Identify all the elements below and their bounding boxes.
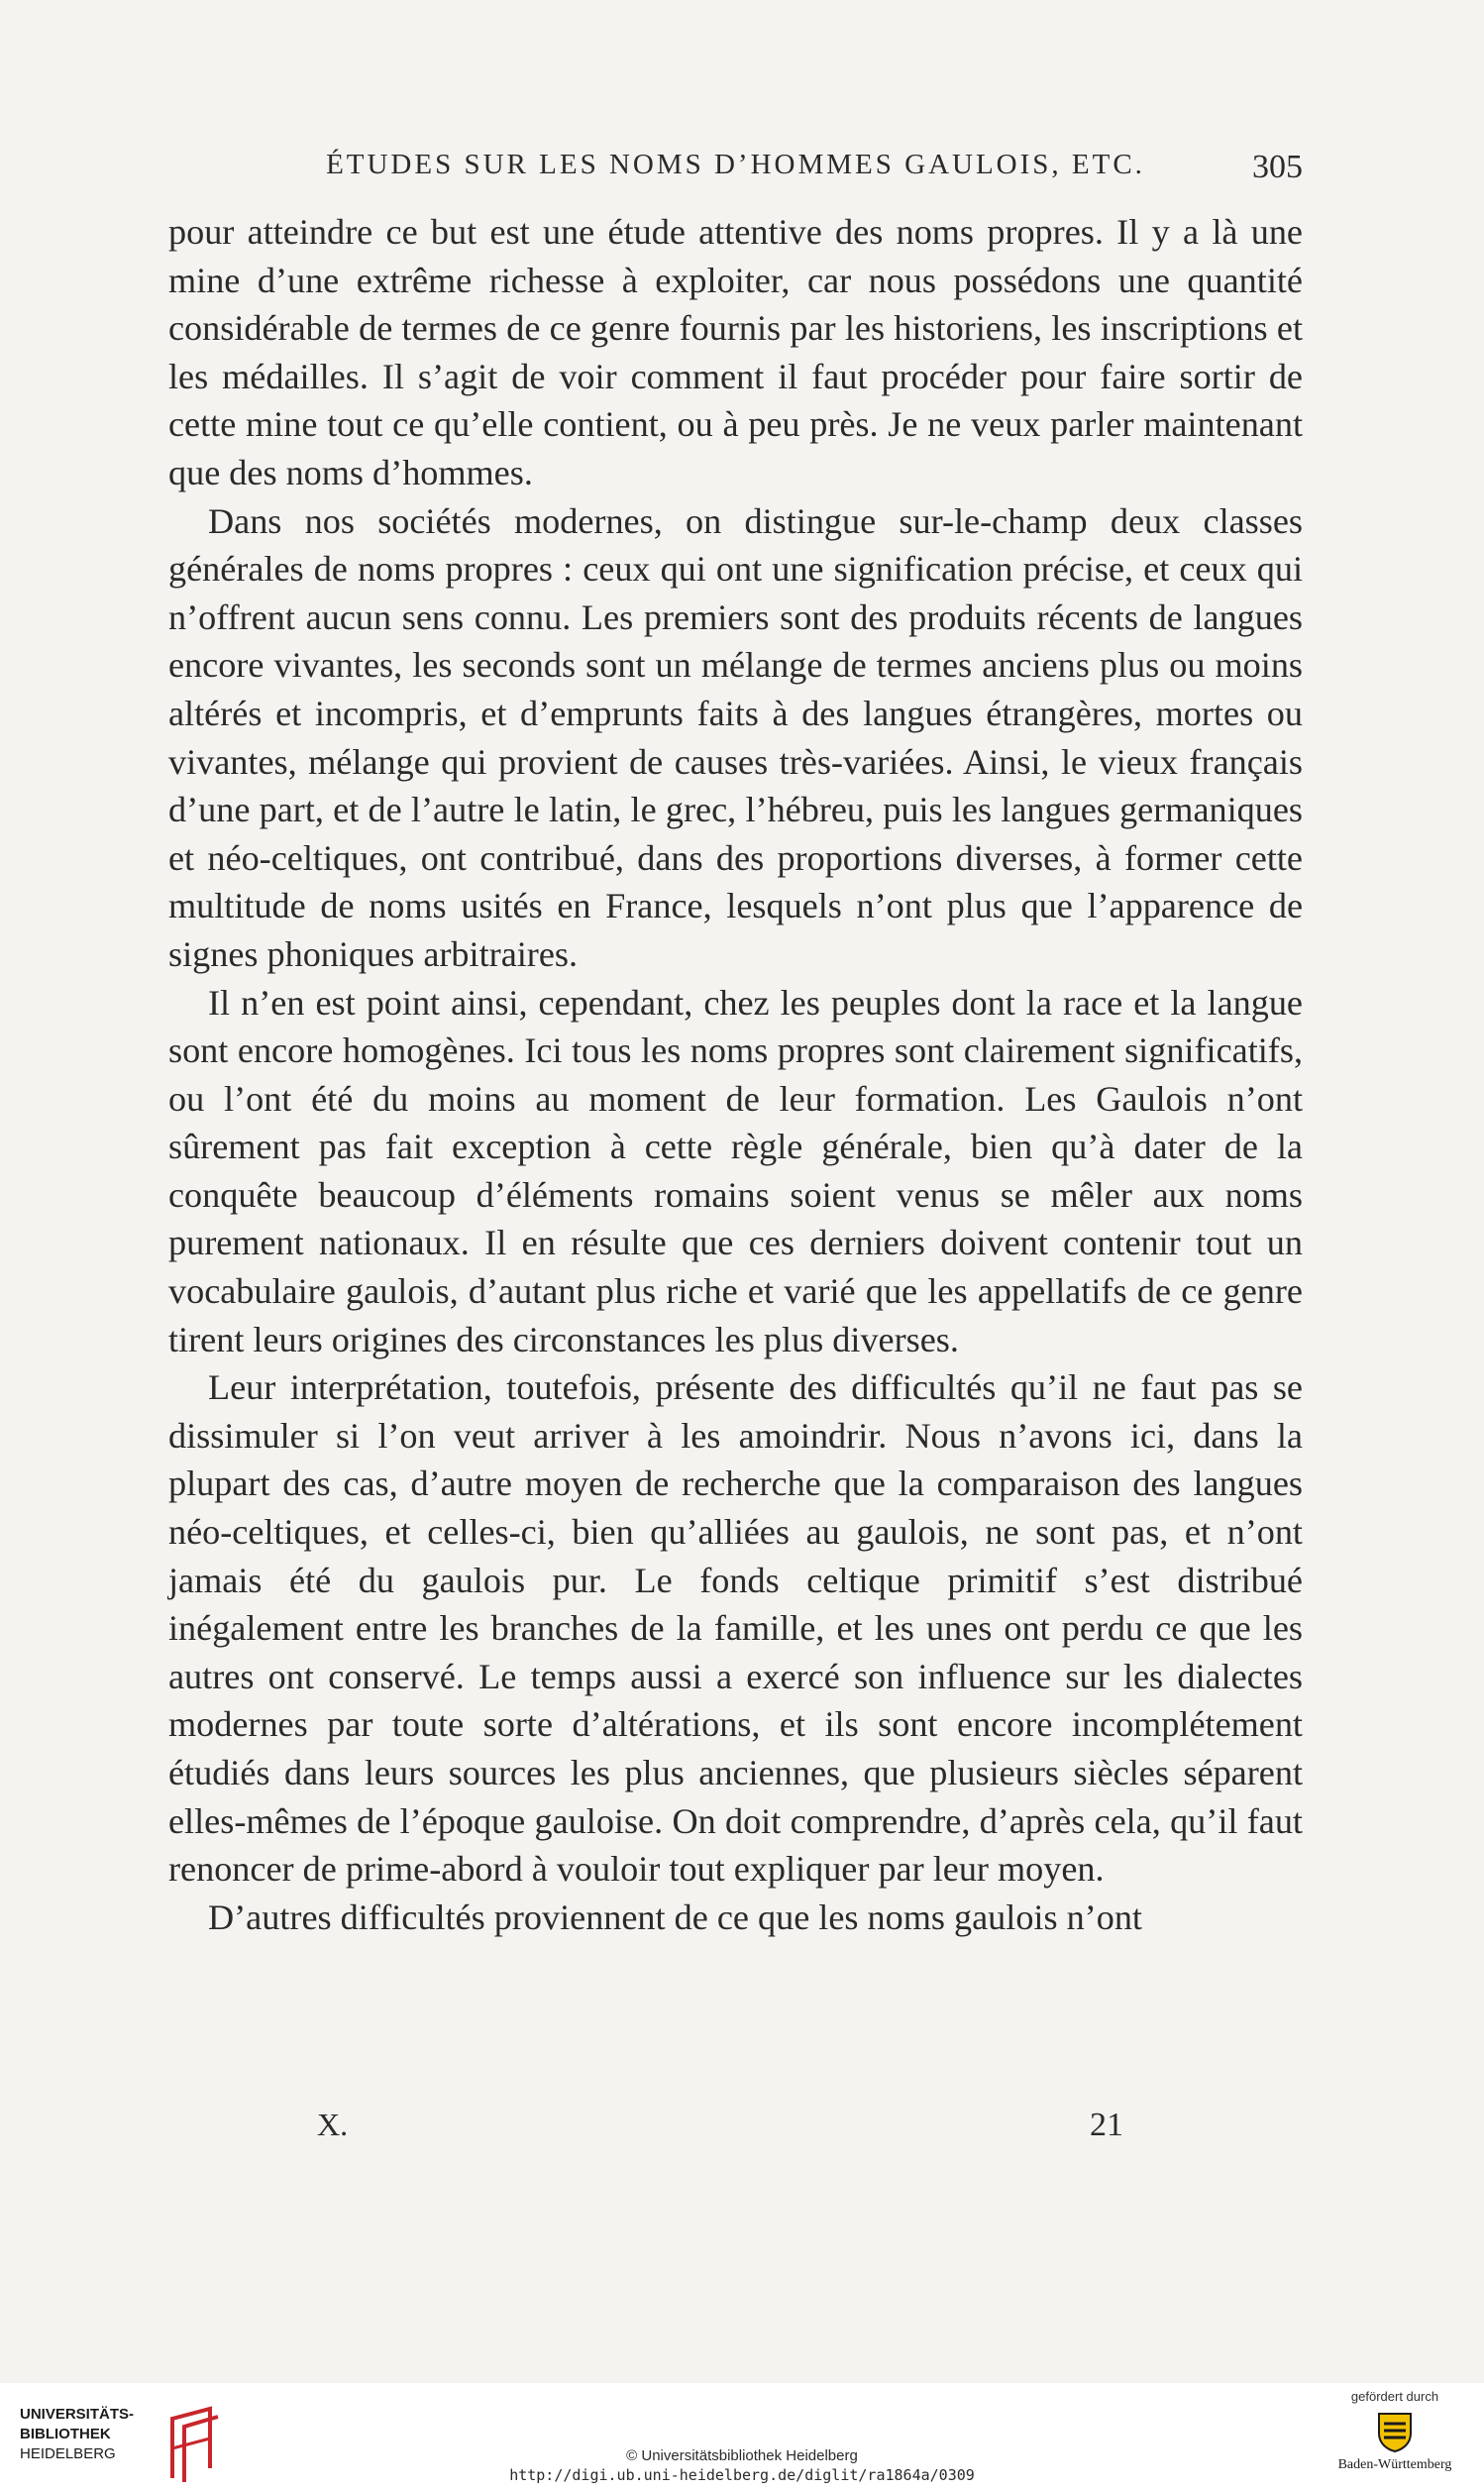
- sponsor-label: gefördert durch: [1350, 2389, 1439, 2404]
- sponsor-block: [1325, 2389, 1464, 2488]
- paragraph: Il n’en est point ainsi, cependant, chez les peuples dont la race et la langue sont encore homogènes. Ici tous les noms propres sont clairement significatifs, ou l’ont été du moins au moment de leur formation. Les Gaulois n’ont sûrement pas fait exception à cette règle générale, bien qu’à dater de la conquête beaucoup d’éléments romains soient venus se mêler aux noms purement nationaux. Il en résulte que ces derniers doivent contenir tout un vocabulaire gaulois, d’autant plus riche et varié que les appellatifs de ce genre tirent leurs origines des circonstances les plus diverses.: [168, 982, 1303, 1359]
- library-name-line2: BIBLIOTHEK: [20, 2426, 111, 2442]
- coat-of-arms-icon: [1375, 2410, 1415, 2453]
- running-title: ÉTUDES SUR LES NOMS D’HOMMES GAULOIS, ETC.: [326, 149, 1145, 180]
- footer-bar: [0, 2383, 1484, 2492]
- sponsor-name: Baden-Württemberg: [1337, 2457, 1452, 2472]
- library-name-line3: HEIDELBERG: [20, 2445, 116, 2462]
- text-body: [168, 208, 1303, 1941]
- paragraph: pour atteindre ce but est une étude attentive des noms propres. Il y a là une mine d’une extrême richesse à exploiter, car nous possédons une quantité considérable de termes de ce genre fournis par les historiens, les inscriptions et les médailles. Il s’agit de voir comment il faut procéder pour faire sortir de cette mine tout ce qu’elle contient, ou à peu près. Je ne veux parler maintenant que des noms d’hommes.: [168, 212, 1303, 492]
- page-number: 305: [1252, 149, 1303, 185]
- page-header: [168, 149, 1303, 188]
- permalink-url[interactable]: http://digi.ub.uni-heidelberg.de/diglit/ra1864a/0309: [509, 2466, 975, 2484]
- paragraph: Leur interprétation, toutefois, présente des difficultés qu’il ne faut pas se dissimuler si l’on veut arriver à les amoindrir. Nous n’avons ici, dans la plupart des cas, d’autre moyen de recherche que la comparaison des langues néo-celtiques, et celles-ci, bien qu’alliées au gaulois, ne sont pas, et n’ont jamais été du gaulois pur. Le fonds celtique primitif s’est distribué inégalement entre les branches de la famille, et les unes ont perdu ce que les autres ont conservé. Le temps aussi a exercé son influence sur les dialectes modernes par toute sorte d’altérations, et ils sont encore incomplétement étudiés dans leurs sources les plus anciennes, que plusieurs siècles séparent elles-mêmes de l’époque gauloise. On doit comprendre, d’après cela, qu’il faut renoncer de prime-abord à vouloir tout expliquer par leur moyen.: [168, 1367, 1303, 1890]
- library-name-line1: UNIVERSITÄTS-: [20, 2406, 135, 2423]
- copyright-notice: © Universitätsbibliothek Heidelberg: [626, 2447, 858, 2464]
- paragraph: Dans nos sociétés modernes, on distingue sur-le-champ deux classes générales de noms propres : ceux qui ont une signification précise, et ceux qui n’offrent aucun sens connu. Les premiers sont des produits récents de langues encore vivantes, les seconds sont un mélange de termes anciens plus ou moins altérés et incompris, et d’emprunts faits à des langues étrangères, mortes ou vivantes, mélange qui provient de causes très-variées. Ainsi, le vieux français d’une part, et de l’autre le latin, le grec, l’hébreu, puis les langues germaniques et néo-celtiques, ont contribué, dans des proportions diverses, à former cette multitude de noms usités en France, lesquels n’ont plus que l’apparence de signes phoniques arbitraires.: [168, 500, 1303, 974]
- sheet-number: 21: [1090, 2107, 1123, 2143]
- signature-mark: X.: [317, 2107, 349, 2142]
- paragraph: D’autres difficultés proviennent de ce que les noms gaulois n’ont: [208, 1896, 1142, 1937]
